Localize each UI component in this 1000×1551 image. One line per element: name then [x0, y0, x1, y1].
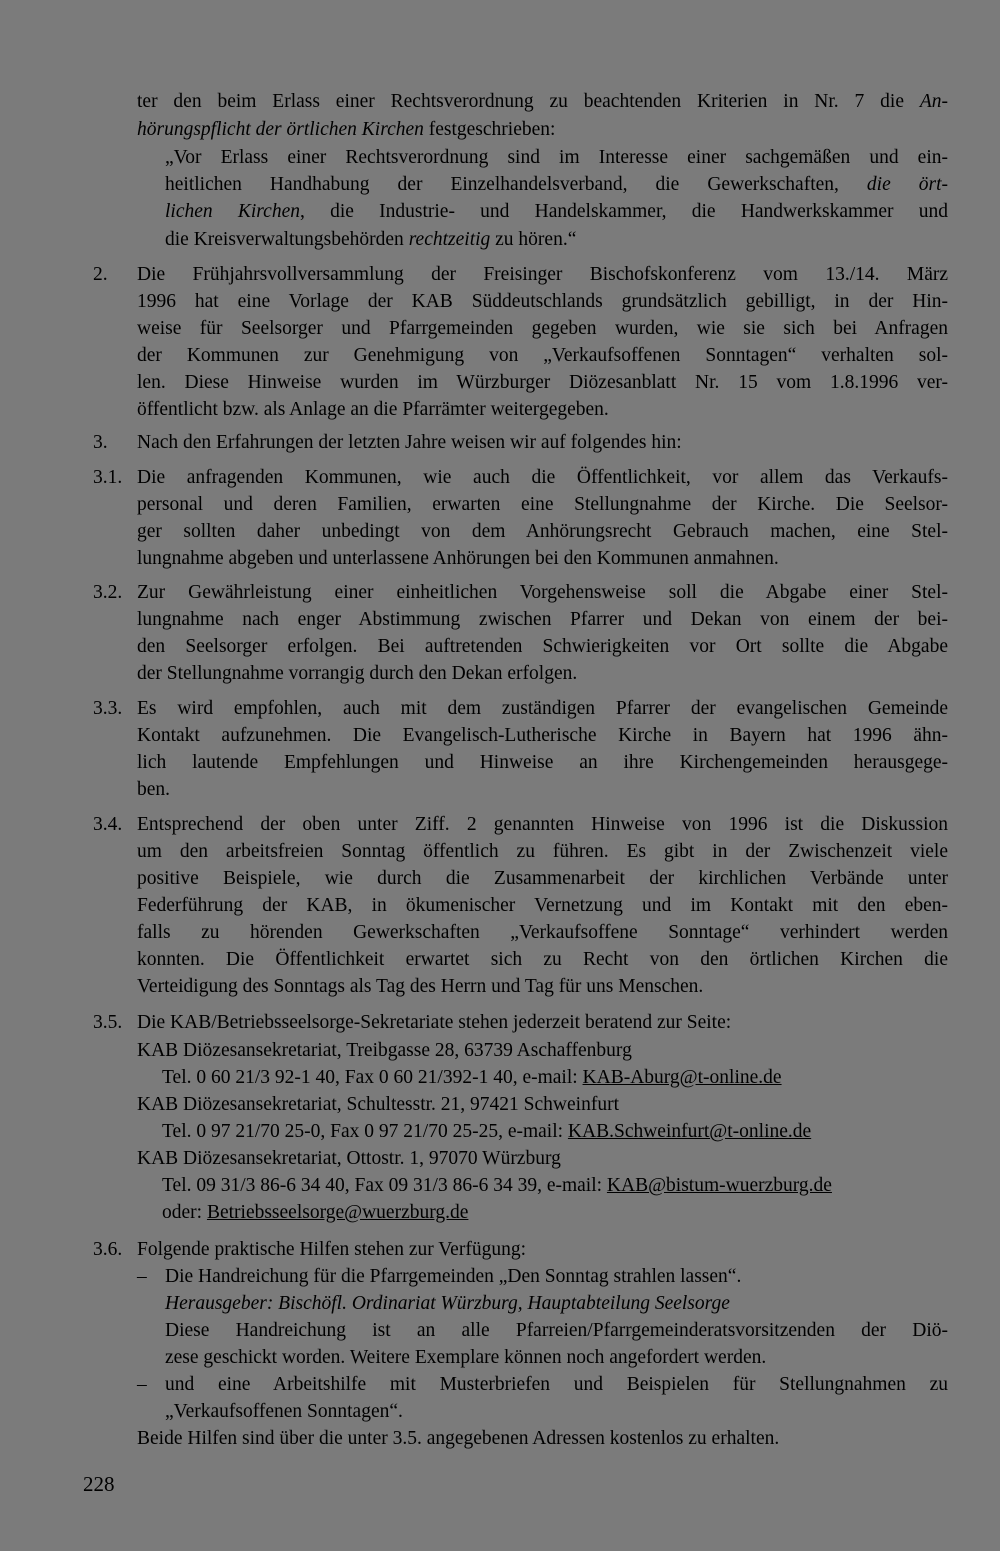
section-3-1-number: 3.1. — [93, 467, 123, 488]
email-link-betriebsseelsorge[interactable]: Betriebsseelsorge@wuerzburg.de — [206, 1202, 469, 1223]
quote-line-4: die Kreisverwaltungsbehörden rechtzeitig zu hören.“ — [165, 229, 577, 250]
section-3-5-intro: Die KAB/Betriebsseelsorge-Sekretariate stehen jederzeit beratend zur Seite: — [137, 1012, 732, 1033]
section-3-number: 3. — [93, 432, 108, 453]
section-3-2-line: Zur Gewährleistung einer einheitlichen Vorgehensweise soll die Abgabe einer Stel- — [137, 582, 948, 603]
section-3-3-number: 3.3. — [93, 698, 123, 719]
section-3-5-number: 3.5. — [93, 1012, 123, 1033]
section-3-4-line: konnten. Die Öffentlichkeit erwartet sich zu Recht von den örtlichen Kirchen die — [137, 949, 948, 970]
section-3-2-line: lungnahme nach enger Abstimmung zwischen Pfarrer und Dekan von einem der bei- — [137, 609, 948, 630]
section-3-3-line: ben. — [137, 779, 171, 800]
help-item-2-line: „Verkaufsoffenen Sonntagen“. — [165, 1401, 403, 1422]
list-dash: – — [137, 1266, 147, 1287]
section-3-3-line: lich lautende Empfehlungen und Hinweise an ihre Kirchengemeinden herausgege- — [137, 752, 948, 773]
section-3-4-line: Verteidigung des Sonntags als Tag des Herrn und Tag für uns Menschen. — [137, 976, 704, 997]
intro-line-2: hörungspflicht der örtlichen Kirchen festgeschrieben: — [137, 119, 556, 140]
contact-schweinfurt: Tel. 0 97 21/70 25-0, Fax 0 97 21/70 25-25, e-mail: KAB.Schweinfurt@t-online.de — [162, 1121, 812, 1142]
page-number: 228 — [83, 1472, 115, 1496]
help-item-1-line: zese geschickt worden. Weitere Exemplare können noch angefordert werden. — [165, 1347, 767, 1368]
quote-line-2: heitlichen Handhabung der Einzelhandelsverband, die Gewerkschaften, die ört- — [165, 174, 948, 195]
section-3-4-number: 3.4. — [93, 814, 123, 835]
section-3-1-line: lungnahme abgeben und unterlassene Anhörungen bei den Kommunen anmahnen. — [137, 548, 779, 569]
intro-line-1: ter den beim Erlass einer Rechtsverordnung zu beachtenden Kriterien in Nr. 7 die An- — [137, 91, 948, 112]
section-2-line: öffentlicht bzw. als Anlage an die Pfarrämter weitergegeben. — [137, 399, 609, 420]
section-3-line: Nach den Erfahrungen der letzten Jahre weisen wir auf folgendes hin: — [137, 432, 682, 453]
contact-aschaffenburg: Tel. 0 60 21/3 92-1 40, Fax 0 60 21/392-1 40, e-mail: KAB-Aburg@t-online.de — [162, 1067, 782, 1088]
section-2-line: weise für Seelsorger und Pfarrgemeinden gegeben wurden, wie sie sich bei Anfragen — [137, 318, 948, 339]
help-item-1-title: Die Handreichung für die Pfarrgemeinden „Den Sonntag strahlen lassen“. — [165, 1266, 742, 1287]
section-3-4-line: falls zu hörenden Gewerkschaften „Verkaufsoffene Sonntage“ verhindert werden — [137, 922, 948, 943]
section-2-line: Die Frühjahrsvollversammlung der Freisinger Bischofskonferenz vom 13./14. März — [137, 264, 948, 285]
section-3-3-line: Kontakt aufzunehmen. Die Evangelisch-Lutherische Kirche in Bayern hat 1996 ähn- — [137, 725, 948, 746]
section-2-line: len. Diese Hinweise wurden im Würzburger Diözesanblatt Nr. 15 vom 1.8.1996 ver- — [137, 372, 948, 393]
email-link-aschaffenburg[interactable]: KAB-Aburg@t-online.de — [582, 1067, 782, 1088]
list-dash: – — [137, 1374, 147, 1395]
section-3-1-line: personal und deren Familien, erwarten eine Stellungnahme der Kirche. Die Seelsor- — [137, 494, 948, 515]
section-3-1-line: ger sollten daher unbedingt von dem Anhörungsrecht Gebrauch machen, eine Stel- — [137, 521, 948, 542]
section-3-4-line: um den arbeitsfreien Sonntag öffentlich zu führen. Es gibt in der Zwischenzeit viele — [137, 841, 948, 862]
section-2-line: der Kommunen zur Genehmigung von „Verkaufsoffenen Sonntagen“ verhalten sol- — [137, 345, 948, 366]
email-link-wuerzburg[interactable]: KAB@bistum-wuerzburg.de — [606, 1175, 832, 1196]
address-wuerzburg: KAB Diözesansekretariat, Ottostr. 1, 97070 Würzburg — [137, 1148, 561, 1169]
section-3-6-intro: Folgende praktische Hilfen stehen zur Verfügung: — [137, 1239, 526, 1260]
section-2-number: 2. — [93, 264, 108, 285]
section-3-2-line: den Seelsorger erfolgen. Bei auftretenden Schwierigkeiten vor Ort sollte die Abgabe — [137, 636, 948, 657]
section-3-4-line: Federführung der KAB, in ökumenischer Vernetzung und im Kontakt mit den eben- — [137, 895, 948, 916]
section-3-4-line: Entsprechend der oben unter Ziff. 2 genannten Hinweise von 1996 ist die Diskussion — [137, 814, 948, 835]
contact-wuerzburg: Tel. 09 31/3 86-6 34 40, Fax 09 31/3 86-6 34 39, e-mail: KAB@bistum-wuerzburg.de — [162, 1175, 832, 1196]
address-aschaffenburg: KAB Diözesansekretariat, Treibgasse 28, 63739 Aschaffenburg — [137, 1040, 632, 1061]
closing-line: Beide Hilfen sind über die unter 3.5. angegebenen Adressen kostenlos zu erhalten. — [137, 1428, 780, 1449]
section-3-3-line: Es wird empfohlen, auch mit dem zuständigen Pfarrer der evangelischen Gemeinde — [137, 698, 948, 719]
address-schweinfurt: KAB Diözesansekretariat, Schultesstr. 21, 97421 Schweinfurt — [137, 1094, 619, 1115]
section-3-4-line: positive Beispiele, wie durch die Zusammenarbeit der kirchlichen Verbände unter — [137, 868, 948, 889]
section-3-2-number: 3.2. — [93, 582, 123, 603]
section-3-6-number: 3.6. — [93, 1239, 123, 1260]
section-2-line: 1996 hat eine Vorlage der KAB Süddeutschlands grundsätzlich gebilligt, in der Hin- — [137, 291, 948, 312]
help-item-1-publisher: Herausgeber: Bischöfl. Ordinariat Würzburg, Hauptabteilung Seelsorge — [165, 1293, 730, 1314]
help-item-1-line: Diese Handreichung ist an alle Pfarreien/Pfarrgemeinderatsvorsitzenden der Diö- — [165, 1320, 948, 1341]
section-3-2-line: der Stellungnahme vorrangig durch den Dekan erfolgen. — [137, 663, 578, 684]
section-3-1-line: Die anfragenden Kommunen, wie auch die Öffentlichkeit, vor allem das Verkaufs- — [137, 467, 948, 488]
email-link-schweinfurt[interactable]: KAB.Schweinfurt@t-online.de — [567, 1121, 812, 1142]
contact-betriebsseelsorge: oder: Betriebsseelsorge@wuerzburg.de — [162, 1202, 469, 1223]
quote-line-1: „Vor Erlass einer Rechtsverordnung sind im Interesse einer sachgemäßen und ein- — [165, 147, 948, 168]
help-item-2-line: und eine Arbeitshilfe mit Musterbriefen und Beispielen für Stellungnahmen zu — [165, 1374, 948, 1395]
quote-line-3: lichen Kirchen, die Industrie- und Handelskammer, die Handwerkskammer und — [165, 201, 948, 222]
